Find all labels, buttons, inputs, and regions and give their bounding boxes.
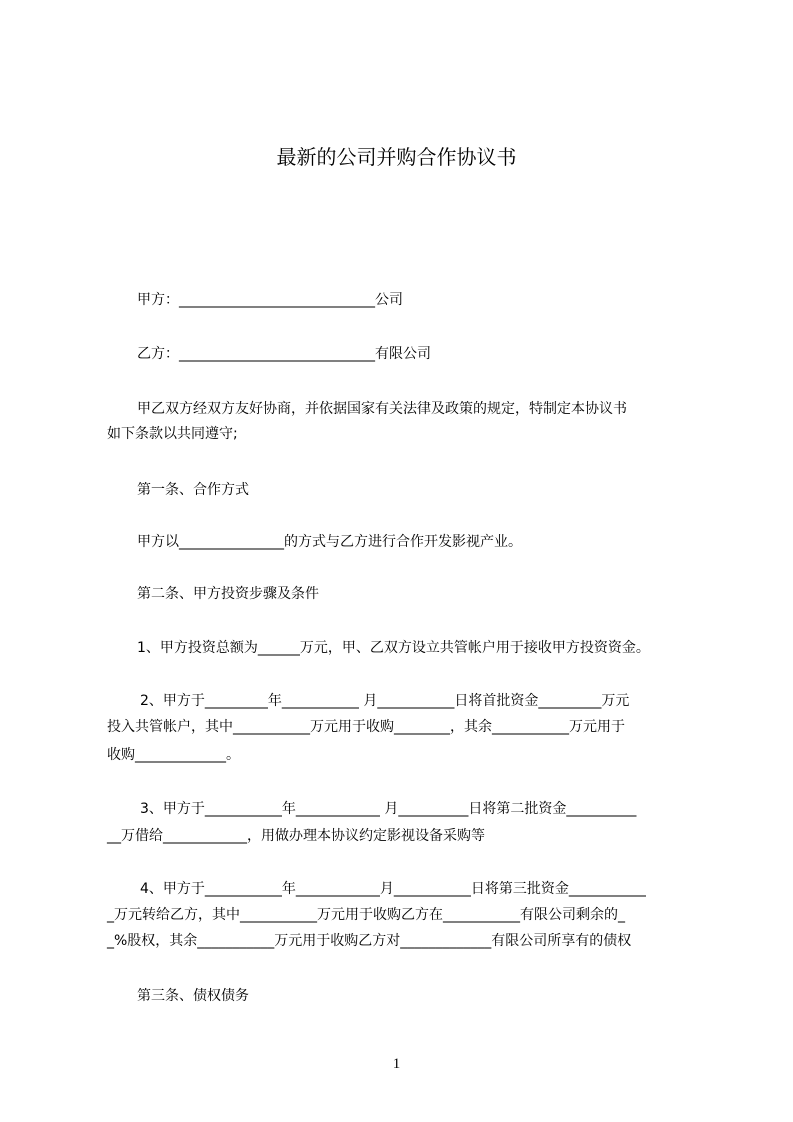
article2-item4-line1: 4、甲方于___________年____________月___________日将第三批资金___________ [140,881,646,897]
party-b-line: 乙方：____________________________有限公司 [137,346,431,362]
article2-item3-line2: __万借给____________，用做办理本协议约定影视设备采购等 [107,828,485,844]
preamble-line-2: 如下条款以共同遵守; [107,426,238,442]
article1-heading: 第一条、合作方式 [137,482,249,498]
article2-item2-line2: 投入共管帐户，其中___________万元用于收购________，其余___________万元用于 [107,719,625,735]
article2-item4-line2: _万元转给乙方，其中___________万元用于收购乙方在___________有限公司剩余的_ [107,907,625,923]
article2-item2-line3: 收购_____________。 [107,747,240,763]
preamble-line-1: 甲乙双方经双方友好协商，并依据国家有关法律及政策的规定，特制定本协议书 [137,401,627,417]
article2-item4-line3: _%股权，其余___________万元用于收购乙方对_____________有限公司所享有的债权 [107,933,632,949]
article2-item1: 1、甲方投资总额为______万元，甲、乙双方设立共管帐户用于接收甲方投资资金。 [137,640,650,656]
article1-text: 甲方以_______________的方式与乙方进行合作开发影视产业。 [137,534,522,550]
document-title: 最新的公司并购合作协议书 [276,145,517,169]
party-a-line: 甲方：____________________________公司 [137,292,403,308]
article2-item2-line1: 2、甲方于_________年___________ 月___________日将首批资金_________万元 [140,693,630,709]
article2-item3-line1: 3、甲方于___________年____________ 月__________日将第二批资金__________ [140,801,637,817]
article2-heading: 第二条、甲方投资步骤及条件 [137,586,319,602]
article3-heading: 第三条、债权债务 [137,988,249,1004]
page-number: 1 [392,1056,401,1072]
